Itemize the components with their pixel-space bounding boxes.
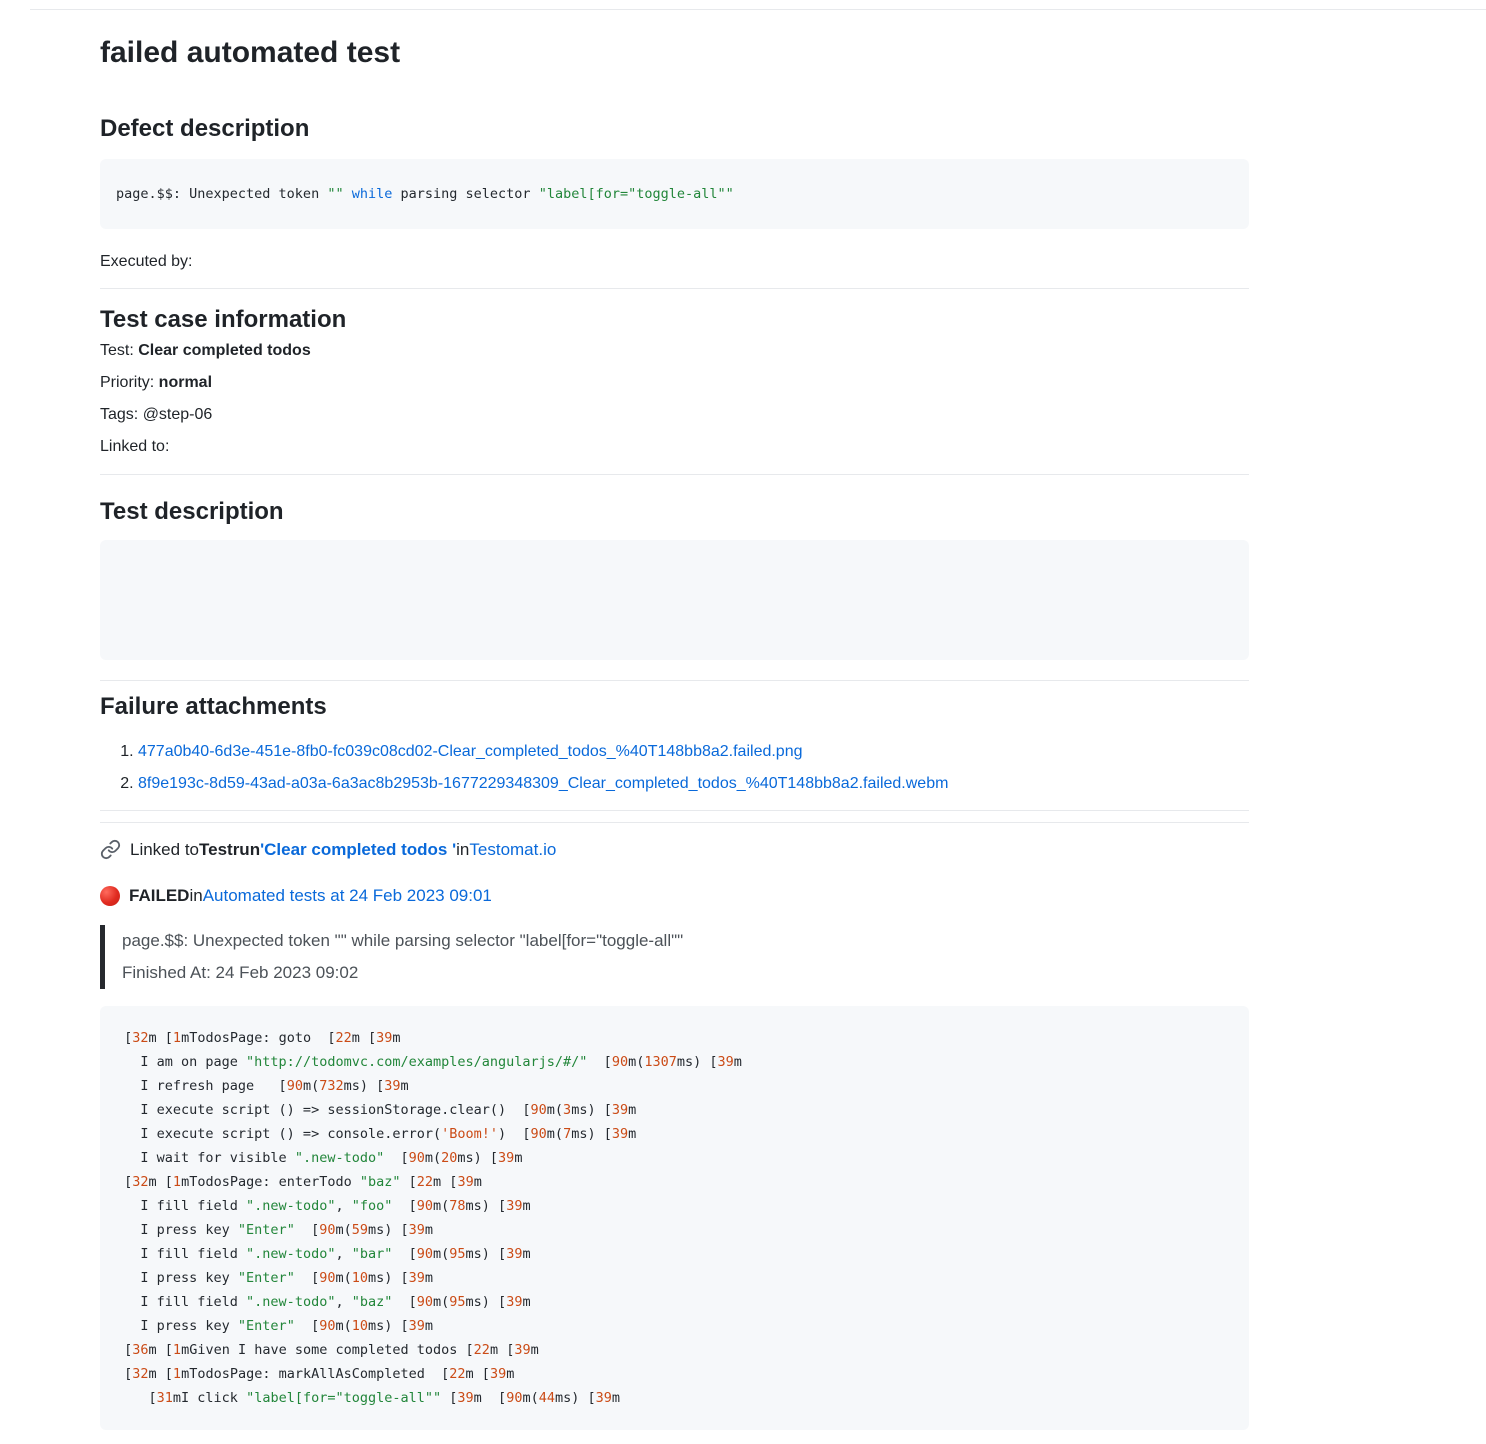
section-heading-test-description: Test description	[100, 497, 284, 525]
section-heading-defect-description: Defect description	[100, 114, 310, 142]
defect-code-block	[100, 159, 1249, 229]
section-heading-test-case-information: Test case information	[100, 305, 347, 333]
test-info-row	[100, 399, 1249, 431]
defect-code-line: page.$$: Unexpected token "" while parsing selector "label[for="toggle-all""	[116, 185, 734, 202]
test-case-fields	[100, 335, 1249, 463]
field-label: Tags:	[100, 405, 143, 423]
section-divider	[100, 680, 1249, 681]
testrun-link[interactable]: 'Clear completed todos '	[260, 839, 457, 859]
testrun-label: Testrun	[199, 839, 261, 859]
attachment-list	[100, 736, 1249, 800]
test-log-lines: [32m [1mTodosPage: goto [22m [39m I am on page "http://todomvc.com/examples/angularjs/#/" [90m(1307ms) [39m I refresh page [90m(732ms) [39m I execute script () => sessionStorage.clear() [90m(3ms) [39m I execute script () => console.error('Boom!') [90m(7ms) [39m I wait for visible ".new-todo" [90m(20ms) [39m [32m [1mTodosPage: enterTodo "baz" [22m [39m I fill field ".new-todo", "foo" [90m(78ms) [39m I press key "Enter" [90m(59ms) [39m I fill field ".new-todo", "bar" [90m(95ms) [39m I press key "Enter" [90m(10ms) [39m I fill field ".new-todo", "baz" [90m(95ms) [39m I press key "Enter" [90m(10ms) [39m [36m [1mGiven I have some completed todos [22m [39m [32m [1mTodosPage: markAllAsCompleted [22m [39m [31mI click "label[for="toggle-all"" [39m [90m(44ms) [39m	[116, 1029, 742, 1406]
failed-status-line	[100, 883, 1249, 909]
failure-quote-finished-at: Finished At: 24 Feb 2023 09:02	[122, 962, 359, 982]
test-description-empty-block	[100, 540, 1249, 660]
issue-body	[100, 0, 1249, 1430]
test-run-report-link[interactable]: Automated tests at 24 Feb 2023 09:01	[202, 885, 492, 905]
field-value: Clear completed todos	[138, 341, 311, 359]
linked-testrun-line	[100, 837, 1249, 863]
attachment-item	[138, 736, 1249, 768]
failure-quote	[100, 925, 1249, 989]
test-info-row	[100, 335, 1249, 367]
test-info-row	[100, 367, 1249, 399]
attachment-item	[138, 768, 1249, 800]
test-log-code-block	[100, 1006, 1249, 1430]
executed-by-label: Executed by:	[100, 252, 193, 270]
attachment-link[interactable]: 477a0b40-6d3e-451e-8fb0-fc039c08cd02-Clear_completed_todos_%40T148bb8a2.failed.png	[138, 742, 803, 760]
link-icon	[100, 839, 121, 860]
linked-to-text: Linked to	[130, 839, 199, 859]
failure-quote-message: page.$$: Unexpected token "" while parsing selector "label[for="toggle-all""	[122, 930, 684, 950]
section-heading-failure-attachments: Failure attachments	[100, 692, 327, 720]
in-text: in	[189, 885, 203, 905]
red-circle-icon	[100, 886, 120, 906]
attachment-link[interactable]: 8f9e193c-8d59-43ad-a03a-6a3ac8b2953b-1677229348309_Clear_completed_todos_%40T148bb8a2.failed.webm	[138, 774, 949, 792]
field-value: normal	[158, 373, 213, 391]
field-value: @step-06	[142, 405, 213, 423]
section-divider	[100, 288, 1249, 289]
testomat-link[interactable]: Testomat.io	[469, 839, 557, 859]
in-text: in	[456, 839, 470, 859]
field-label: Test:	[100, 341, 139, 359]
failed-label: FAILED	[129, 885, 190, 905]
page-title: failed automated test	[100, 36, 401, 69]
section-divider	[100, 810, 1249, 811]
section-divider	[100, 822, 1249, 823]
section-divider	[100, 474, 1249, 475]
field-label: Linked to:	[100, 437, 170, 455]
test-info-row	[100, 431, 1249, 463]
field-label: Priority:	[100, 373, 159, 391]
